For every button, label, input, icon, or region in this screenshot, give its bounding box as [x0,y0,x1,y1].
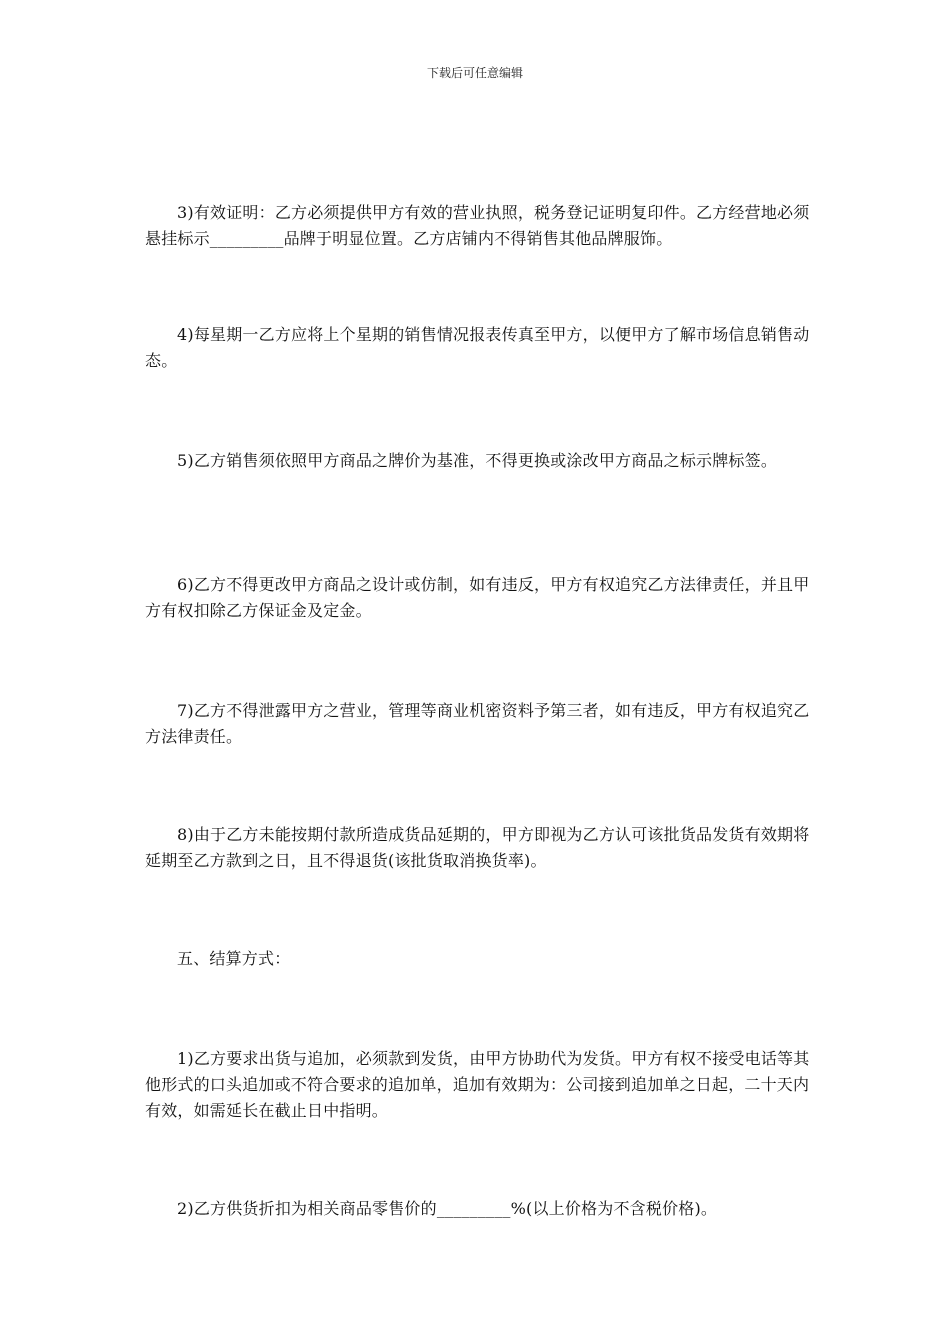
page-header: 下载后可任意编辑 [426,66,523,80]
section-5-heading: 五、结算方式： [177,949,291,968]
clause-3-valid-certificate: 3)有效证明：乙方必须提供甲方有效的营业执照，税务登记证明复印件。乙方经营地必须悬挂标示_________品牌于明显位置。乙方店铺内不得销售其他品牌服饰。 [145,203,810,248]
clause-4-weekly-sales-report: 4)每星期一乙方应将上个星期的销售情况报表传真至甲方，以便甲方了解市场信息销售动态。 [145,325,810,370]
clause-7-confidentiality: 7)乙方不得泄露甲方之营业，管理等商业机密资料予第三者，如有违反，甲方有权追究乙方法律责任。 [145,701,810,746]
clause-5-price-basis: 5)乙方销售须依照甲方商品之牌价为基准，不得更换或涂改甲方商品之标示牌标签。 [177,451,778,470]
clause-6-no-design-change: 6)乙方不得更改甲方商品之设计或仿制，如有违反，甲方有权追究乙方法律责任，并且甲方有权扣除乙方保证金及定金。 [145,575,810,620]
settlement-clause-1: 1)乙方要求出货与追加，必须款到发货，由甲方协助代为发货。甲方有权不接受电话等其他形式的口头追加或不符合要求的追加单，追加有效期为：公司接到追加单之日起，二十天内有效，如需延长在截止日中指明。 [145,1049,810,1120]
clause-8-payment-delay: 8)由于乙方未能按期付款所造成货品延期的，甲方即视为乙方认可该批货品发货有效期将延期至乙方款到之日，且不得退货(该批货取消换货率)。 [145,825,810,870]
settlement-clause-2: 2)乙方供货折扣为相关商品零售价的_________%(以上价格为不含税价格)。 [177,1199,718,1218]
